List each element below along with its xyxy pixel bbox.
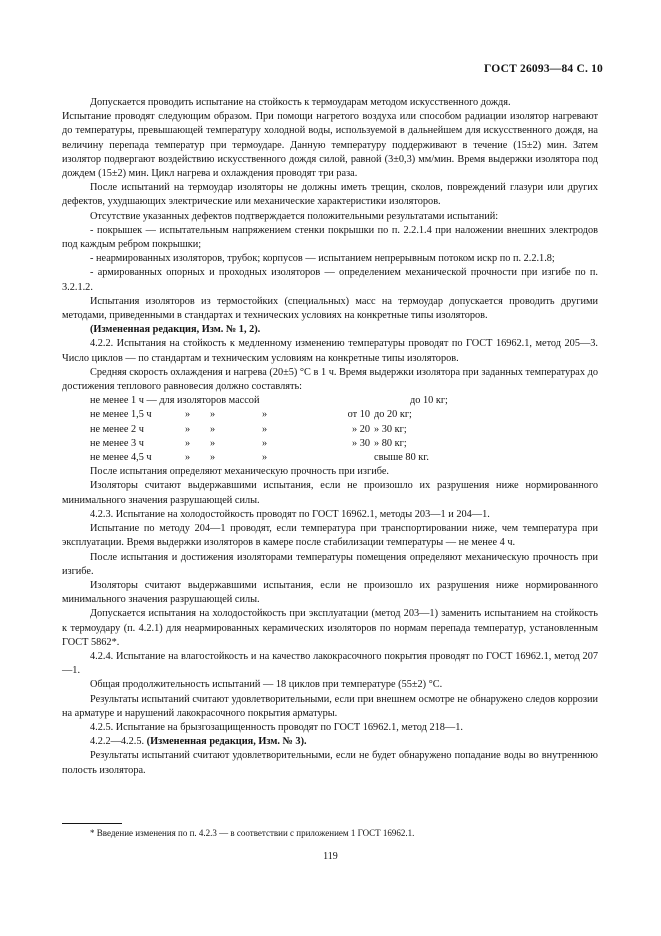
- ditto-mark: »: [210, 452, 216, 464]
- ditto-mark: »: [185, 437, 191, 449]
- ditto-mark: »: [262, 452, 268, 464]
- paragraph: Испытание проводят следующим образом. При помощи нагретого воздуха или способом радиации изолятор нагревают до температуры, превышающей температуру холодной воды, используемой в дальнейшем для искусственного дождя, на величину перепада температур при термоударе. Данную температуру поддерживают в течение (15±2) мин. Затем изолятор подвергают воздействию искусственного дождя силой, равной (3±0,3) мм/мин. Время выдержки изолятора под дождем (15±2) мин. Цикл нагрева и охлаждения проводят три раза.: [62, 111, 598, 180]
- hold-time-duration: не менее 1,5 ч: [90, 409, 152, 421]
- paragraph: - покрышек — испытательным напряжением стенки покрышки по п. 2.2.1.4 при наложении внешних электродов под каждым ребром покрышки;: [62, 224, 598, 251]
- paragraph-last: Результаты испытаний считают удовлетворительными, если не будет обнаружено попадание воды во внутреннюю полость изолятора.: [62, 750, 598, 776]
- hold-time-mass-from: от 10: [347, 409, 370, 421]
- page-number: 119: [323, 851, 338, 862]
- footnote-divider: [62, 823, 122, 824]
- hold-time-duration: не менее 2 ч: [90, 423, 144, 435]
- footnote: * Введение изменения по п. 4.2.3 — в соответствии с приложением 1 ГОСТ 16962.1.: [90, 828, 415, 838]
- ditto-mark: »: [210, 437, 216, 449]
- paragraphs-block-2: [62, 465, 598, 735]
- hold-time-row: [90, 408, 448, 422]
- hold-time-row: [90, 451, 448, 465]
- paragraph: Допускается проводить испытание на стойкость к термоударам методом искусственного дождя.: [90, 97, 511, 108]
- ditto-mark: »: [185, 409, 191, 421]
- paragraph: 4.2.4. Испытание на влагостойкость и на качество лакокрасочного покрытия проводят по ГОСТ 16962.1, метод 207—1.: [62, 650, 598, 677]
- paragraph: Допускается испытания на холодостойкость при эксплуатации (метод 203—1) заменить испытанием на стойкость к термоудару (п. 4.2.1) для неармированных керамических изоляторов по нормам перепада температур, установленным ГОСТ 5862*.: [62, 608, 598, 648]
- paragraph: Испытание по методу 204—1 проводят, если температура при транспортировании ниже, чем температура при эксплуатации. Время выдержки изоляторов в камере после стабилизации температуры — не менее 4 ч.: [62, 523, 598, 549]
- paragraph: Изоляторы считают выдержавшими испытания, если не произошло их разрушения ниже нормированного минимального значения разрушающей силы.: [62, 579, 598, 606]
- amendment-prefix: 4.2.2—4.2.5.: [90, 736, 147, 748]
- paragraph: Общая продолжительность испытаний — 18 циклов при температуре (55±2) °С.: [90, 679, 443, 691]
- hold-time-value: » 80 кг;: [374, 437, 407, 449]
- paragraph: Изоляторы считают выдержавшими испытания, если не произошло их разрушения ниже нормированного минимального значения разрушающей силы.: [62, 480, 598, 506]
- hold-time-duration: не менее 3 ч: [90, 437, 144, 449]
- ditto-mark: »: [262, 409, 268, 421]
- hold-time-value: до 10 кг;: [410, 395, 448, 407]
- hold-time-row: [90, 423, 448, 437]
- paragraph: Испытания изоляторов из термостойких (специальных) масс на термоудар допускается проводить другими методами, приведенными в стандартах и технических условиях на конкретные типы изоляторов.: [62, 295, 598, 322]
- hold-time-row: [90, 437, 448, 451]
- paragraphs-block-1: [62, 96, 598, 394]
- hold-time-mass-from: » 30: [351, 437, 370, 449]
- hold-time-row: [90, 394, 448, 408]
- hold-time-duration: не менее 1 ч — для изоляторов массой: [90, 395, 260, 407]
- ditto-mark: »: [185, 423, 191, 435]
- hold-time-mass-from: [315, 451, 374, 465]
- paragraph: После испытаний на термоудар изоляторы не должны иметь трещин, сколов, повреждений глазури или других дефектов, ухудшающих электрические или механические характеристики изоляторов.: [62, 182, 598, 208]
- ditto-mark: »: [210, 423, 216, 435]
- paragraph: Средняя скорость охлаждения и нагрева (20±5) °С в 1 ч. Время выдержки изолятора при заданных температурах до достижения теплового равновесия должно составлять:: [62, 366, 598, 393]
- ditto-mark: »: [262, 437, 268, 449]
- paragraph: После испытания и достижения изоляторами температуры помещения определяют механическую прочность при изгибе.: [62, 551, 598, 577]
- hold-time-value: свыше 80 кг.: [374, 452, 429, 464]
- paragraph: 4.2.5. Испытание на брызгозащищенность проводят по ГОСТ 16962.1, метод 218—1.: [90, 721, 463, 733]
- paragraph: - армированных опорных и проходных изоляторов — определением механической прочности при изгибе по п. 3.2.1.2.: [62, 267, 598, 293]
- paragraph: Результаты испытаний считают удовлетворительными, если при внешнем осмотре не обнаружено следов коррозии на арматуре и нарушений лакокрасочного покрытия арматуры.: [62, 693, 598, 719]
- hold-time-value: » 30 кг;: [374, 423, 407, 435]
- paragraph: 4.2.2. Испытания на стойкость к медленному изменению температуры проводят по ГОСТ 16962.1, метод 205—3. Число циклов — по стандартам и техническим условиям на конкретные типы изоляторов.: [62, 338, 598, 364]
- hold-time-table: [90, 394, 448, 465]
- document-header: ГОСТ 26093—84 С. 10: [484, 63, 603, 75]
- hold-time-value: до 20 кг;: [374, 409, 412, 421]
- ditto-mark: »: [210, 409, 216, 421]
- hold-time-mass-from: » 20: [351, 423, 370, 435]
- ditto-mark: »: [262, 423, 268, 435]
- amendment-bold: (Измененная редакция, Изм. № 3).: [146, 736, 307, 748]
- hold-time-duration: не менее 4,5 ч: [90, 452, 152, 464]
- paragraph: (Измененная редакция, Изм. № 1, 2).: [90, 324, 261, 336]
- document-body: [62, 96, 598, 778]
- ditto-mark: »: [185, 452, 191, 464]
- paragraph: Отсутствие указанных дефектов подтверждается положительными результатами испытаний:: [90, 210, 499, 222]
- paragraph: 4.2.3. Испытание на холодостойкость проводят по ГОСТ 16962.1, методы 203—1 и 204—1.: [90, 508, 490, 520]
- paragraph: - неармированных изоляторов, трубок; корпусов — испытанием непрерывным потоком искр по п. 2.2.1.8;: [90, 253, 555, 265]
- paragraph: После испытания определяют механическую прочность при изгибе.: [90, 466, 389, 478]
- amendment-note-3: [62, 735, 598, 749]
